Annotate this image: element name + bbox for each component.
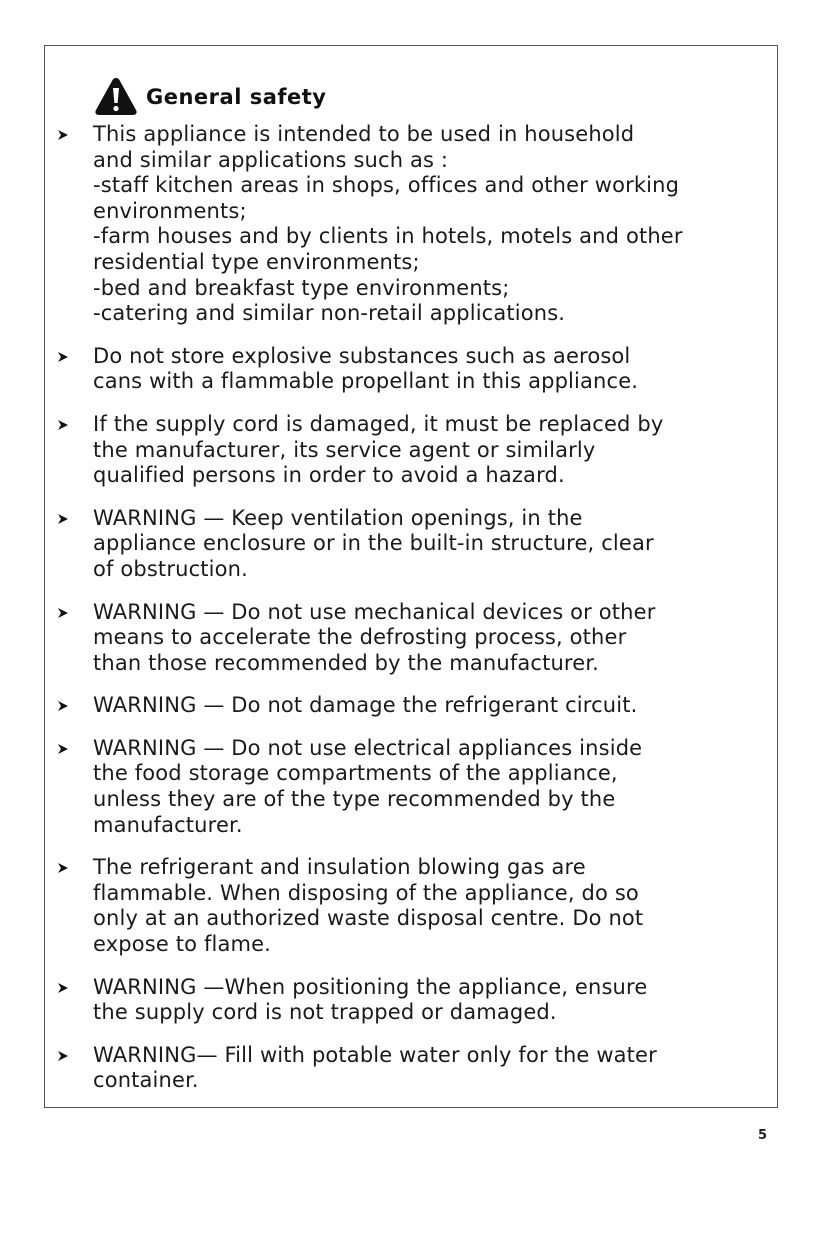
item-text-line: Do not store explosive substances such as aerosol [93,343,631,368]
safety-item [45,1043,777,1094]
item-text-line: unless they are of the type recommended by the [93,787,616,812]
item-text-line: than those recommended by the manufacturer. [93,650,599,675]
safety-item [45,600,777,677]
item-text-line: environments; [93,198,247,223]
item-text-line: cans with a flammable propellant in this appliance. [93,369,639,394]
arrow-bullet-icon [57,700,69,712]
safety-item [45,855,777,957]
safety-item [45,975,777,1026]
safety-item [45,736,777,838]
arrow-bullet-icon [57,513,69,525]
item-text-line: the supply cord is not trapped or damaged. [93,1000,557,1025]
safety-item [45,412,777,489]
arrow-bullet-icon [57,982,69,994]
safety-item [45,122,777,327]
item-text-line: WARNING — Do not use mechanical devices or other [93,599,656,624]
item-text-line: -staff kitchen areas in shops, offices and other working [93,173,680,198]
item-text-line: WARNING— Fill with potable water only for the water [93,1042,657,1067]
item-text-line: of obstruction. [93,556,248,581]
item-text-line: the food storage compartments of the appliance, [93,761,618,786]
safety-box [44,45,778,1108]
item-text-line: flammable. When disposing of the appliance, do so [93,880,639,905]
item-text-line: manufacturer. [93,812,243,837]
item-text-line: WARNING — Do not use electrical appliances inside [93,735,643,760]
arrow-bullet-icon [57,129,69,141]
item-text-line: appliance enclosure or in the built-in structure, clear [93,531,654,556]
arrow-bullet-icon [57,862,69,874]
safety-item [45,344,777,395]
item-text-line: -farm houses and by clients in hotels, motels and other [93,224,683,249]
item-text-line: WARNING — Keep ventilation openings, in the [93,505,583,530]
arrow-bullet-icon [57,351,69,363]
item-text-line: expose to flame. [93,932,271,957]
item-text-line: WARNING — Do not damage the refrigerant circuit. [93,693,638,718]
arrow-bullet-icon [57,1050,69,1062]
item-text-line: container. [93,1068,199,1093]
item-text-line: If the supply cord is damaged, it must be replaced by [93,411,664,436]
item-text-line: and similar applications such as : [93,147,449,172]
section-title: General safety [146,85,327,109]
item-text-line: This appliance is intended to be used in household [93,122,635,146]
item-text-line: -catering and similar non-retail applications. [93,301,566,326]
item-text-line: The refrigerant and insulation blowing gas are [93,855,586,880]
page-number: 5 [758,1128,768,1143]
item-text-line: qualified persons in order to avoid a hazard. [93,463,565,488]
safety-item [45,506,777,583]
item-text-line: residential type environments; [93,249,420,274]
section-heading [94,76,327,116]
item-text-line: WARNING —When positioning the appliance, ensure [93,974,648,999]
item-text-line: only at an authorized waste disposal centre. Do not [93,906,644,931]
arrow-bullet-icon [57,419,69,431]
safety-item [45,693,777,719]
arrow-bullet-icon [57,607,69,619]
safety-list [45,122,777,1111]
item-text-line: the manufacturer, its service agent or similarly [93,437,596,462]
warning-triangle-icon [94,76,138,116]
item-text-line: means to accelerate the defrosting process, other [93,625,627,650]
arrow-bullet-icon [57,743,69,755]
item-text-line: -bed and breakfast type environments; [93,275,510,300]
